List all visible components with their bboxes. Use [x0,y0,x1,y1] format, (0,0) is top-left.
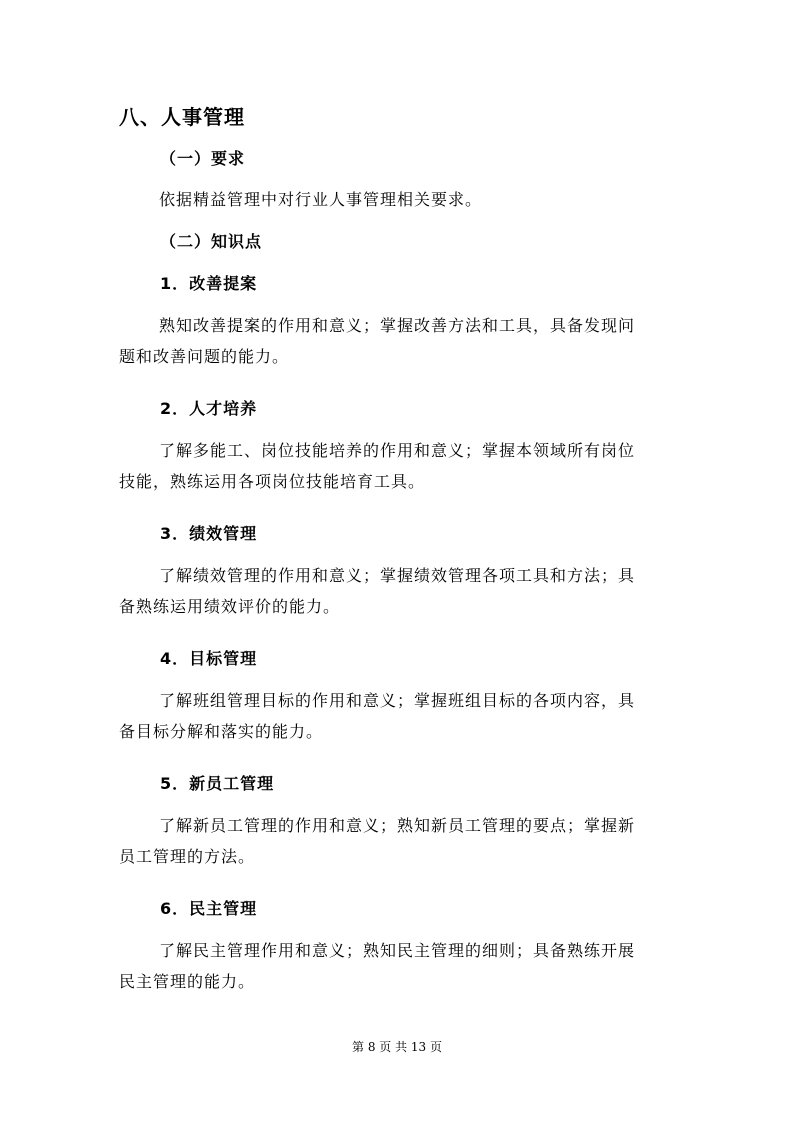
paragraph-line: 备熟练运用绩效评价的能力。 [119,597,341,616]
item-heading-goal-management: 4．目标管理 [160,649,258,668]
requirements-paragraph [119,184,675,215]
paragraph-line: 了解民主管理作用和意义；熟知民主管理的细则；具备熟练开展 [159,941,636,960]
item-heading-democratic-management: 6．民主管理 [160,899,258,918]
paragraph-line: 依据精益管理中对行业人事管理相关要求。 [159,190,483,209]
paragraph-line: 了解绩效管理的作用和意义；掌握绩效管理各项工具和方法；具 [159,566,636,585]
item-paragraph-performance-management [119,560,675,622]
item-paragraph-improvement-proposal [119,310,675,372]
page-number-footer: 第 8 页 共 13 页 [352,1040,442,1054]
paragraph-line: 技能，熟练运用各项岗位技能培育工具。 [119,472,426,491]
item-heading-improvement-proposal: 1．改善提案 [160,274,258,293]
item-paragraph-democratic-management [119,935,675,997]
item-paragraph-new-employee-management [119,810,675,872]
section-title: 八、人事管理 [119,105,245,129]
requirements-heading: （一）要求 [160,149,246,168]
paragraph-line: 了解新员工管理的作用和意义；熟知新员工管理的要点；掌握新 [159,816,636,835]
item-heading-performance-management: 3．绩效管理 [160,524,258,543]
item-paragraph-goal-management [119,685,675,747]
item-heading-new-employee-management: 5．新员工管理 [160,774,275,793]
paragraph-line: 熟知改善提案的作用和意义；掌握改善方法和工具，具备发现问 [159,316,636,335]
paragraph-line: 员工管理的方法。 [119,847,256,866]
paragraph-line: 题和改善问题的能力。 [119,347,290,366]
item-heading-talent-training: 2．人才培养 [160,399,258,418]
knowledge-heading: （二）知识点 [160,232,263,251]
paragraph-line: 备目标分解和落实的能力。 [119,722,324,741]
paragraph-line: 民主管理的能力。 [119,972,256,991]
paragraph-line: 了解多能工、岗位技能培养的作用和意义；掌握本领域所有岗位 [159,441,636,460]
item-paragraph-talent-training [119,435,675,497]
paragraph-line: 了解班组管理目标的作用和意义；掌握班组目标的各项内容，具 [159,691,636,710]
